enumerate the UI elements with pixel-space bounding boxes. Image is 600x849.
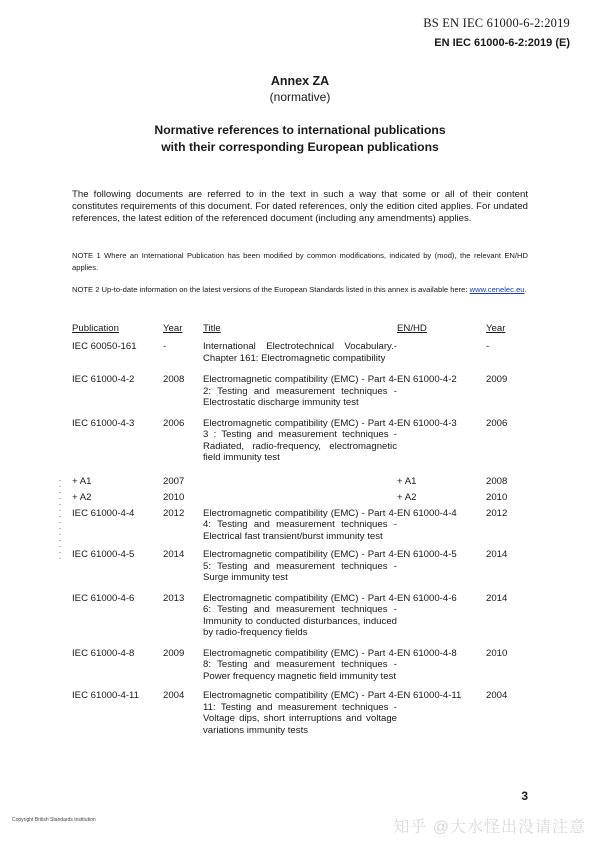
header-en-year: Year [486,323,506,334]
cell-en-year: 2009 [486,374,508,385]
cell-year: - [163,341,167,352]
cell-year: 2006 [163,417,185,429]
cell-publication: IEC 60050-161 [72,341,137,352]
cell-publication: + A2 [72,491,92,503]
cell-title: International Electrotechnical Vocabulary.- Chapter 161: Electromagnetic compatibility [203,341,397,364]
cell-en-hd: EN 61000-4-8 [397,647,457,659]
cell-year: 2013 [163,592,185,604]
cell-en-hd: + A1 [397,475,417,487]
header-publication: Publication [72,323,119,334]
intro-paragraph: The following documents are referred to in the text in such a way that some or all of their content constitutes requirements of this document. For dated references, only the edition cited applies. For undated references, the latest edition of the referenced document (including any amendments) applies. [72,189,528,224]
note-2-text: NOTE 2 Up-to-date information on the latest versions of the European Standards listed in this annex is available here: [72,285,470,294]
header-year: Year [163,323,183,334]
cell-en-hd: + A2 [397,491,417,503]
cell-en-hd: EN 61000-4-5 [397,549,457,560]
table-row [72,549,532,584]
cell-year: 2010 [163,491,185,503]
references-table [72,323,532,736]
header-bs-code: BS EN IEC 61000-6-2:2019 [423,16,570,30]
cell-title: Electromagnetic compatibility (EMC) - Part 4-2: Testing and measurement techniques - Electrostatic discharge immunity test [203,374,397,408]
annex-title: Annex ZA [270,74,330,88]
table-row [72,593,532,639]
cell-publication: IEC 61000-4-2 [72,374,135,385]
cell-en-year: 2004 [486,690,508,701]
table-row [72,492,532,504]
cell-title: Electromagnetic compatibility (EMC) - Part 4-5: Testing and measurement techniques - Surge immunity test [203,549,397,583]
cell-en-hd: EN 61000-4-3 [397,417,457,429]
table-row [72,648,532,683]
cell-year: 2009 [163,647,185,659]
note-1: NOTE 1 Where an International Publication has been modified by common modifications, indicated by (mod), the relevant EN/HD applies. [72,251,528,272]
note-2-end: . [524,285,527,294]
section-heading-line1: Normative references to international publications [154,123,446,137]
table-header-row [72,323,532,339]
cell-year: 2008 [163,374,185,385]
cell-publication: + A1 [72,475,92,487]
table-row [72,374,532,409]
cell-title: Electromagnetic compatibility (EMC) - Part 4-11: Testing and measurement techniques - Voltage dips, short interruptions and voltage variations immunity tests [203,690,397,736]
cell-year: 2004 [163,690,185,701]
watermark: 知乎 @大水怪出没请注意 [393,819,586,836]
header-en-hd: EN/HD [397,323,427,334]
cell-title: Electromagnetic compatibility (EMC) - Part 4-8: Testing and measurement techniques - Power frequency magnetic field immunity test [203,647,397,682]
table-row [72,508,532,543]
cell-en-year: 2010 [486,491,508,503]
table-row [72,476,532,488]
cell-year: 2012 [163,507,185,519]
cell-publication: IEC 61000-4-5 [72,549,135,560]
cell-title: Electromagnetic compatibility (EMC) - Part 4-4: Testing and measurement techniques - Electrical fast transient/burst immunity test [203,507,397,542]
table-row [72,690,532,736]
cell-title: Electromagnetic compatibility (EMC) - Part 4-3 : Testing and measurement techniques - Radiated, radio-frequency, electromagnetic field immunity test [203,417,397,463]
table-row [72,341,532,364]
cell-en-year: 2010 [486,647,508,659]
cell-publication: IEC 61000-4-3 [72,417,135,429]
section-heading [0,122,600,156]
cell-en-year: - [486,341,490,352]
cell-en-hd: EN 61000-4-2 [397,374,457,385]
cell-publication: IEC 61000-4-4 [72,507,135,519]
cell-title: Electromagnetic compatibility (EMC) - Part 4-6: Testing and measurement techniques - Immunity to conducted disturbances, induced by radio-frequency fields [203,592,397,638]
cell-en-hd: EN 61000-4-4 [397,507,457,519]
note-2 [72,284,528,296]
cell-year: 2007 [163,475,185,487]
table-row [72,418,532,464]
margin-dotted-mark [59,480,61,560]
annex-subtitle: (normative) [269,90,331,104]
cell-publication: IEC 61000-4-6 [72,592,135,604]
cell-en-hd: EN 61000-4-11 [397,690,462,701]
section-heading-line2: with their corresponding European publications [161,140,439,154]
cell-en-year: 2014 [486,549,508,560]
cenelec-link[interactable]: www.cenelec.eu [469,285,525,294]
header-title: Title [203,323,221,334]
cell-en-year: 2008 [486,475,508,487]
cell-publication: IEC 61000-4-11 [72,690,140,701]
page-number: 3 [521,789,528,803]
cell-en-year: 2006 [486,417,508,429]
header-en-code: EN IEC 61000-6-2:2019 (E) [434,37,570,49]
cell-en-year: 2012 [486,507,508,519]
copyright-notice: Copyright British Standards Institution [12,817,96,823]
cell-en-hd: EN 61000-4-6 [397,592,457,604]
cell-publication: IEC 61000-4-8 [72,647,135,659]
cell-year: 2014 [163,549,185,560]
cell-en-year: 2014 [486,592,508,604]
